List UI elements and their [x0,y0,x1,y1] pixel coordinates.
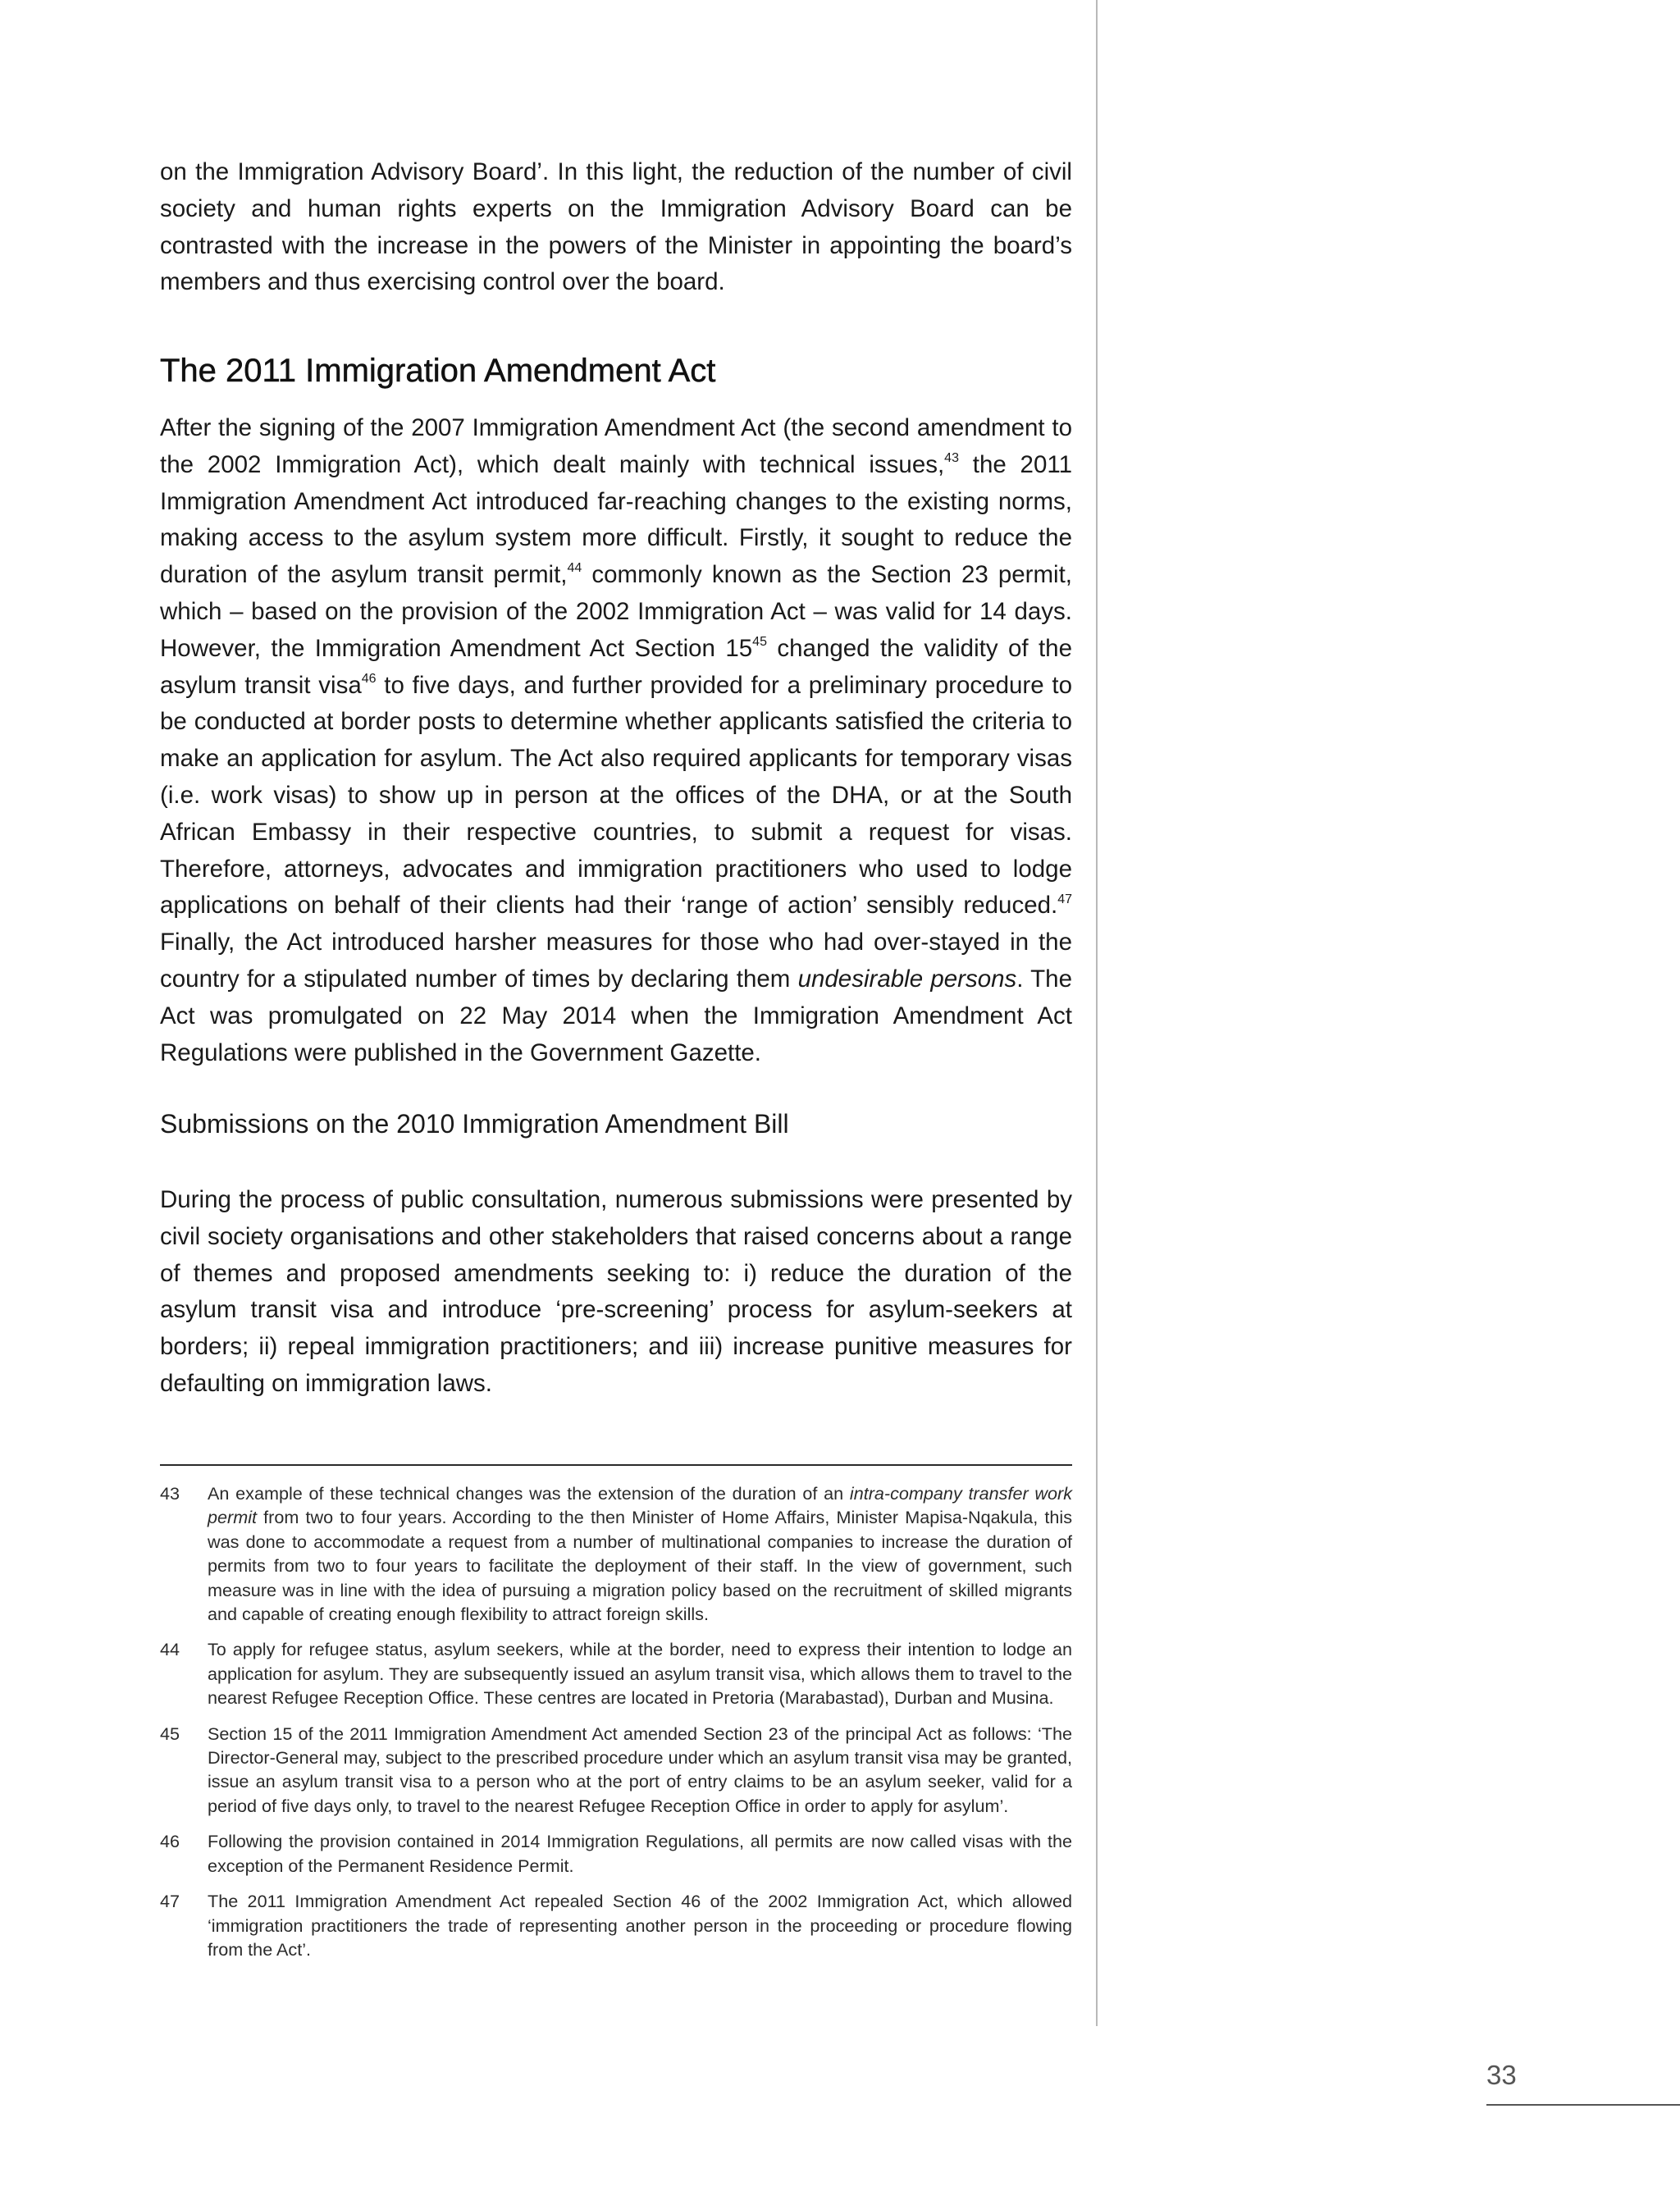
footnote-text-pre: An example of these technical changes was the extension of the duration of an [208,1483,850,1504]
main-paragraph-block [160,410,1072,1071]
page-number: 33 [1486,2060,1517,2090]
footnote-ref-44[interactable]: 44 [567,561,582,576]
section-heading: The 2011 Immigration Amendment Act [160,353,716,389]
footnote-text: To apply for refugee status, asylum seekers, while at the border, need to express their intention to lodge an application for asylum. They are subsequently issued an asylum transit visa, which allows them to travel to the nearest Refugee Reception Office. These centres are located in Pretoria (Marabastad), Durban and Musina. [208,1639,1072,1709]
footnote-text-italic: intra-company transfer work permit [208,1483,1072,1528]
main-text-1: After the signing of the 2007 Immigration Amendment Act (the second amendment to the 2002 Immigration Act), which dealt mainly with technical issues, [160,414,1072,478]
footnote-46 [160,1829,1072,1878]
footnote-47 [160,1889,1072,1961]
main-text-italic-term: undesirable persons [797,965,1017,993]
main-text-5: to five days, and further provided for a preliminary procedure to be conducted at border posts to determine whether applicants satisfied the criteria to make an application for asylum. The Act also required applicants for temporary visas (i.e. work visas) to show up in person at the offices of the DHA, or at the South African Embassy in their respective countries, to submit a request for visas. Therefore, attorneys, advocates and immigration practitioners who used to lodge applications on behalf of their clients had their ‘range of action’ sensibly reduced. [160,671,1072,920]
main-paragraph [160,410,1072,1071]
footnote-text: Section 15 of the 2011 Immigration Amendment Act amended Section 23 of the principal Act as follows: ‘The Director-General may, subject to the prescribed procedure under which an asylum transit visa may be granted, issue an asylum transit visa to a person who at the port of entry claims to be an asylum seeker, valid for a period of five days only, to travel to the nearest Refugee Reception Office in order to apply for asylum’. [208,1723,1072,1816]
footnote-number: 44 [160,1639,180,1660]
intro-paragraph: on the Immigration Advisory Board’. In this light, the reduction of the number of civil society and human rights experts on the Immigration Advisory Board can be contrasted with the increase in the powers of the Minister in appointing the board’s members and thus exercising control over the board. [160,158,1072,296]
footnote-ref-45[interactable]: 45 [752,634,767,649]
footnote-ref-43[interactable]: 43 [944,450,959,465]
footnote-divider [160,1464,1072,1466]
main-text-2: the 2011 Immigration Amendment Act introduced far-reaching changes to the existing norms, making access to the asylum system more difficult. Firstly, it sought to reduce the duration of the asylum transit permit, [160,450,1072,589]
main-text-7: . The Act was promulgated on 22 May 2014 when the Immigration Amendment Act Regulations were published in the Government Gazette. [160,965,1072,1066]
footnote-ref-46[interactable]: 46 [361,671,377,686]
footnote-43 [160,1481,1072,1626]
margin-divider-vertical [1096,0,1098,2026]
submissions-paragraph: During the process of public consultation, numerous submissions were presented by civil society organisations and other stakeholders that raised concerns about a range of themes and proposed amendments seeking to: i) reduce the duration of the asylum transit visa and introduce ‘pre-screening’ process for asylum-seekers at borders; ii) repeal immigration practitioners; and iii) increase punitive measures for defaulting on immigration laws. [160,1186,1072,1397]
page-number-rule [1486,2104,1680,2106]
footnote-ref-47[interactable]: 47 [1057,892,1072,906]
footnote-text [208,1481,1072,1626]
intro-paragraph-block [160,154,1072,301]
submissions-paragraph-block [160,1182,1072,1403]
main-text-4: changed the validity of the asylum transit visa [160,634,1072,699]
footnote-44 [160,1637,1072,1709]
footnote-text: Following the provision contained in 2014 Immigration Regulations, all permits are now called visas with the exception of the Permanent Residence Permit. [208,1831,1072,1876]
footnote-number: 47 [160,1891,180,1912]
main-text-3: commonly known as the Section 23 permit, which – based on the provision of the 2002 Immigration Act – was valid for 14 days. However, the Immigration Amendment Act Section 15 [160,561,1072,662]
footnote-45 [160,1722,1072,1819]
footnote-number: 43 [160,1483,180,1504]
subheading: Submissions on the 2010 Immigration Amendment Bill [160,1109,789,1139]
footnote-number: 46 [160,1831,180,1852]
footnote-text: The 2011 Immigration Amendment Act repealed Section 46 of the 2002 Immigration Act, which allowed ‘immigration practitioners the trade of representing another person in the proceeding or procedure flowing from the Act’. [208,1891,1072,1960]
main-text-6: Finally, the Act introduced harsher measures for those who had over-stayed in the country for a stipulated number of times by declaring them [160,929,1072,993]
footnotes-list [160,1481,1072,1973]
footnote-text-post: from two to four years. According to the then Minister of Home Affairs, Minister Mapisa-Nqakula, this was done to accommodate a request from a number of multinational companies to increase the duration of permits from two to four years to facilitate the deployment of their staff. In the view of government, such measure was in line with the idea of pursuing a migration policy based on the recruitment of skilled migrants and capable of creating enough flexibility to attract foreign skills. [208,1507,1072,1625]
footnote-number: 45 [160,1723,180,1744]
